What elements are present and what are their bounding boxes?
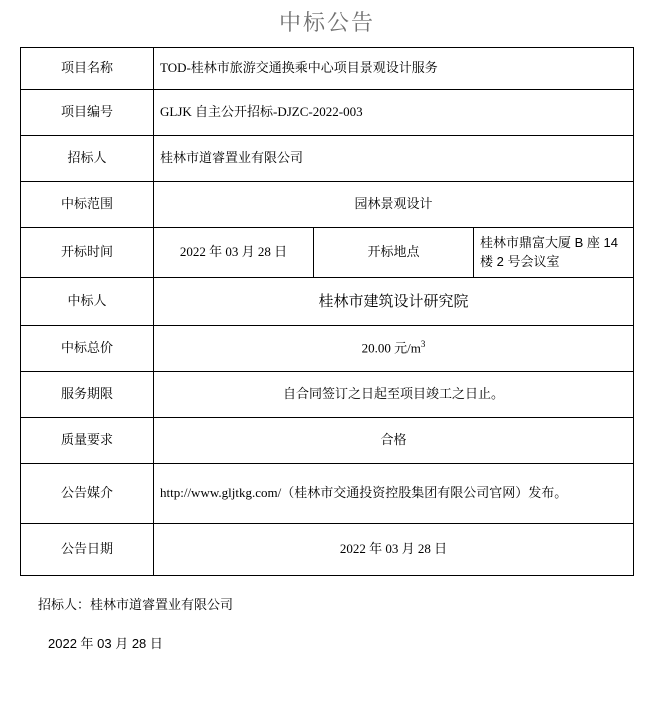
- row-label-quality: 质量要求: [21, 418, 154, 464]
- row-value-open-time: 2022 年 03 月 28 日: [154, 228, 314, 278]
- footer-bidder-line: 招标人：桂林市道睿置业有限公司: [38, 597, 234, 612]
- table-row: [21, 326, 634, 372]
- row-label-winner: 中标人: [21, 278, 154, 326]
- row-value-winner: 桂林市建筑设计研究院: [154, 278, 634, 326]
- announcement-table: [20, 47, 634, 576]
- table-row: [21, 524, 634, 576]
- table-row: [21, 464, 634, 524]
- row-label-service-period: 服务期限: [21, 372, 154, 418]
- table-row: [21, 372, 634, 418]
- row-value-project-name: TOD-桂林市旅游交通换乘中心项目景观设计服务: [154, 48, 634, 90]
- row-value-service-period: 自合同签订之日起至项目竣工之日止。: [154, 372, 634, 418]
- table-row: [21, 182, 634, 228]
- footer: [20, 576, 634, 652]
- table-row: [21, 136, 634, 182]
- table-row: [21, 278, 634, 326]
- row-value-quality: 合格: [154, 418, 634, 464]
- row-value-announce-date: 2022 年 03 月 28 日: [154, 524, 634, 576]
- row-label-project-name: 项目名称: [21, 48, 154, 90]
- page-title: 中标公告: [278, 10, 375, 35]
- row-label-open-time: 开标时间: [21, 228, 154, 278]
- row-label-tenderer: 招标人: [21, 136, 154, 182]
- row-label-scope: 中标范围: [21, 182, 154, 228]
- row-label-total-price: 中标总价: [21, 326, 154, 372]
- table-row: [21, 418, 634, 464]
- row-label-media: 公告媒介: [21, 464, 154, 524]
- row-value-scope: 园林景观设计: [154, 182, 634, 228]
- row-value-tenderer: 桂林市道睿置业有限公司: [154, 136, 634, 182]
- row-label-open-place: 开标地点: [314, 228, 474, 278]
- table-row: [21, 48, 634, 90]
- row-value-media: http://www.gljtkg.com/（桂林市交通投资控股集团有限公司官网）发布。: [154, 464, 634, 524]
- row-label-project-number: 项目编号: [21, 90, 154, 136]
- row-value-open-place: 桂林市鼎富大厦 B 座 14 楼 2 号会议室: [474, 228, 634, 278]
- total-price-text: 20.00 元/m: [361, 340, 421, 356]
- row-label-announce-date: 公告日期: [21, 524, 154, 576]
- footer-date-line: 2022 年 03 月 28 日: [48, 636, 163, 651]
- table-row: [21, 90, 634, 136]
- row-value-total-price: [154, 326, 634, 372]
- table-row: [21, 228, 634, 278]
- row-value-project-number: GLJK 自主公开招标-DJZC-2022-003: [154, 90, 634, 136]
- total-price-unit-sup: 3: [420, 339, 426, 350]
